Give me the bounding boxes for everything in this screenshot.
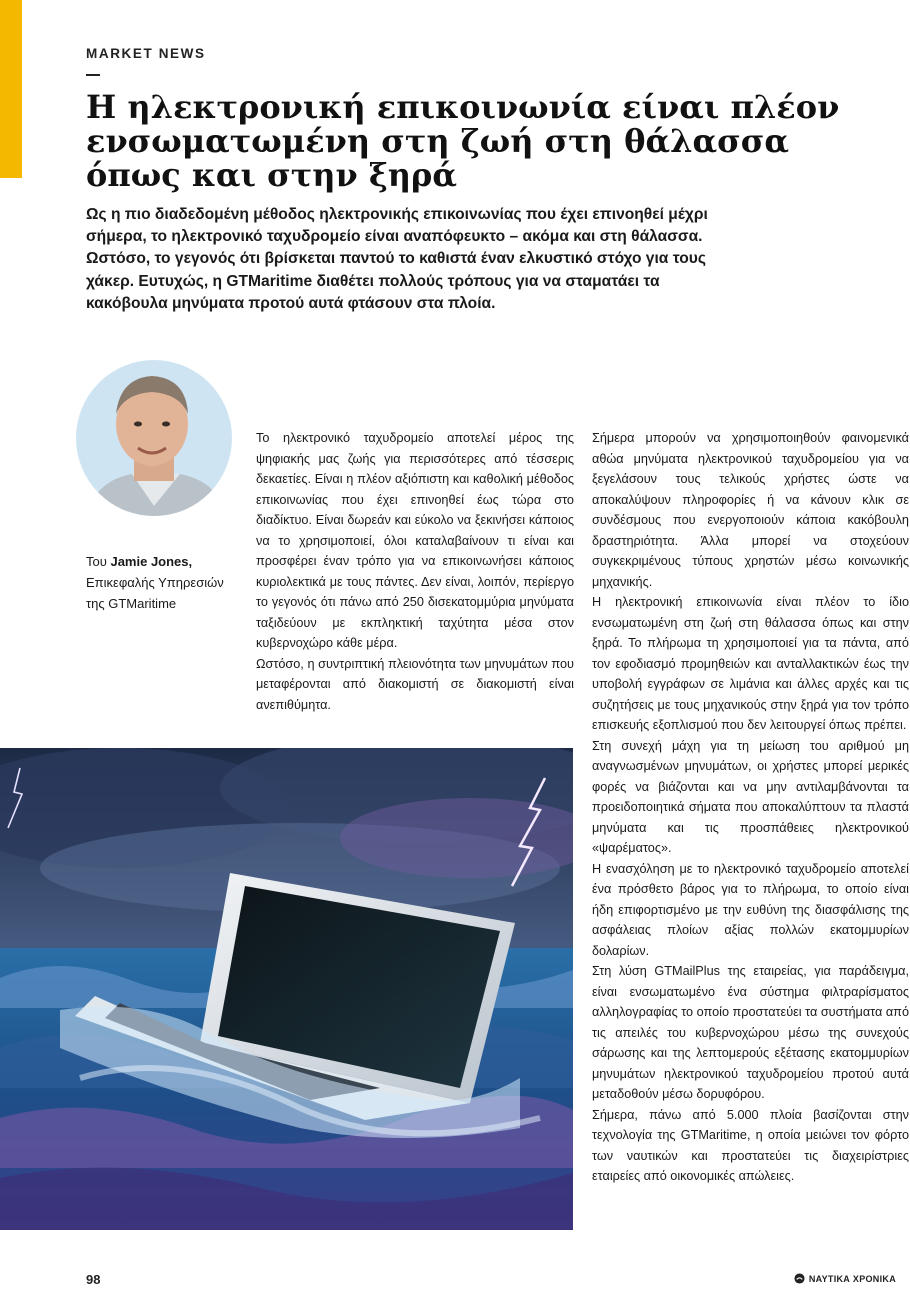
body-paragraph: Το ηλεκτρονικό ταχυδρομείο αποτελεί μέρος της ψηφιακής μας ζωής για περισσότερες από τέσσερις δεκαετίες. Είναι η πλέον αξιόπιστη και καθολική μέθοδος επικοινωνίας που έχει επινοηθεί έως τώρα στο διαδίκτυο. Είναι δωρεάν και εύκολο να ξεκινήσει κάποιος να το χρησιμοποιεί, όλοι καταλαβαίνουν τι είναι και προσφέρει έναν τρόπο για να επικοινωνήσει κάποιος κυριολεκτικά με τους πάντες. Δεν είναι, λοιπόν, περίεργο το γεγονός ότι πάνω από 250 δισεκατομμύρια μηνύματα ταξιδεύουν με εκπληκτική ταχύτητα μέσα στον κυβερνοχώρο κάθε μέρα. [256,431,574,650]
body-paragraph: Σήμερα, πάνω από 5.000 πλοία βασίζονται στην τεχνολογία της GTMaritime, η οποία μειώνει τον φόρτο των ναυτικών και προστατεύει τις διαχειρίστριες εταιρείες από οικονομικές απώλειες. [592,1107,909,1183]
headline-line: όπως και στην ξηρά [86,156,457,194]
publication-logo-icon [794,1273,805,1284]
author-portrait [72,356,232,516]
headline-line: Η ηλεκτρονική επικοινωνία είναι πλέον [86,88,840,126]
section-label: MARKET NEWS [86,46,206,61]
section-color-tab [0,0,22,178]
body-column-right [592,428,909,1187]
article-lead: Ως η πιο διαδεδομένη μέθοδος ηλεκτρονικής επικοινωνίας που έχει επινοηθεί μέχρι σήμερα, το ηλεκτρονικό ταχυδρομείο είναι αναπόφευκτο – ακόμα και στη θάλασσα. Ωστόσο, το γεγονός ότι βρίσκεται παντού το καθιστά έναν ελκυστικό στόχο για τους χάκερ. Ευτυχώς, η GTMaritime διαθέτει πολλούς τρόπους για να σταματάει τα κακόβουλα μηνύματα προτού αυτά φτάσουν στα πλοία. [86,206,708,312]
page-number: 98 [86,1272,101,1287]
author-byline [86,551,256,614]
laptop-in-sea-photo [0,748,573,1230]
publication-brand [794,1273,896,1284]
article-headline [86,90,846,192]
body-paragraph: Σήμερα μπορούν να χρησιμοποιηθούν φαινομενικά αθώα μηνύματα ηλεκτρονικού ταχυδρομείου για να ξεγελάσουν τους τελικούς χρήστες ώστε να αποκαλύψουν πληροφορίες ή να κάνουν κλικ σε συνδέσμους που ενεργοποιούν κάποια κακόβουλη δραστηριότητα. Άλλα μπορεί να στοχεύουν συγκεκριμένους τύπους χρηστών μέσω κοινωνικής μηχανικής. [592,431,909,589]
body-paragraph: Η ενασχόληση με το ηλεκτρονικό ταχυδρομείο αποτελεί ένα πρόσθετο βάρος για το πλήρωμα, το οποίο είναι ήδη επιφορτισμένο με την ευθύνη της διασφάλισης της ασφάλειας πλοίων αξίας πολλών εκατομμυρίων δολαρίων. [592,861,909,958]
body-column-middle [256,428,574,715]
byline-prefix: Του [86,554,111,569]
section-rule [86,74,100,76]
author-company: της GTMaritime [86,596,177,611]
publication-name: ΝΑΥΤΙΚΑ ΧΡΟΝΙΚΑ [808,1273,896,1284]
body-paragraph: Ωστόσο, η συντριπτική πλειονότητα των μηνυμάτων που μεταφέρονται από διακομιστή σε διακομιστή είναι ανεπιθύμητα. [256,656,574,712]
author-name: Jamie Jones, [110,554,193,569]
headline-line: ενσωματωμένη στη ζωή στη θάλασσα [86,122,789,160]
body-paragraph: Στη λύση GTMailPlus της εταιρείας, για παράδειγμα, είναι ενσωματωμένο ένα σύστημα φιλτραρίσματος αλληλογραφίας το οποίο προστατεύει τα συστήματα από τις απειλές του κυβερνοχώρου μέσω της συνεχούς σάρωσης και της λεπτομερούς εξέτασης εκατομμυρίων μηνυμάτων ηλεκτρονικού ταχυδρομείου προτού αυτά μεταδοθούν μέσω δορυφόρου. [592,964,909,1101]
author-role: Επικεφαλής Υπηρεσιών [86,575,224,590]
body-paragraph: Στη συνεχή μάχη για τη μείωση του αριθμού μη αναγνωσμένων μηνυμάτων, οι χρήστες μπορεί μερικές φορές να βιάζονται και να μην αντιλαμβάνονται τα προειδοποιητικά σήματα που αποκαλύπτουν τα πλαστά μηνύματα και τις προσπάθειες ηλεκτρονικού «ψαρέματος». [592,738,909,855]
body-paragraph: Η ηλεκτρονική επικοινωνία είναι πλέον το ίδιο ενσωματωμένη στη ζωή στη θάλασσα όπως και στην ξηρά. Το πλήρωμα τη χρησιμοποιεί για τα πάντα, από τον εφοδιασμό προμηθειών και ανταλλακτικών έως την υποβολή εγγράφων σε λιμάνια και άλλες αρχές και τις συζητήσεις με τους μηχανικούς στην ξηρά για τον τρόπο επισκευής εξοπλισμού που δεν λειτουργεί όπως πρέπει. [592,595,909,732]
